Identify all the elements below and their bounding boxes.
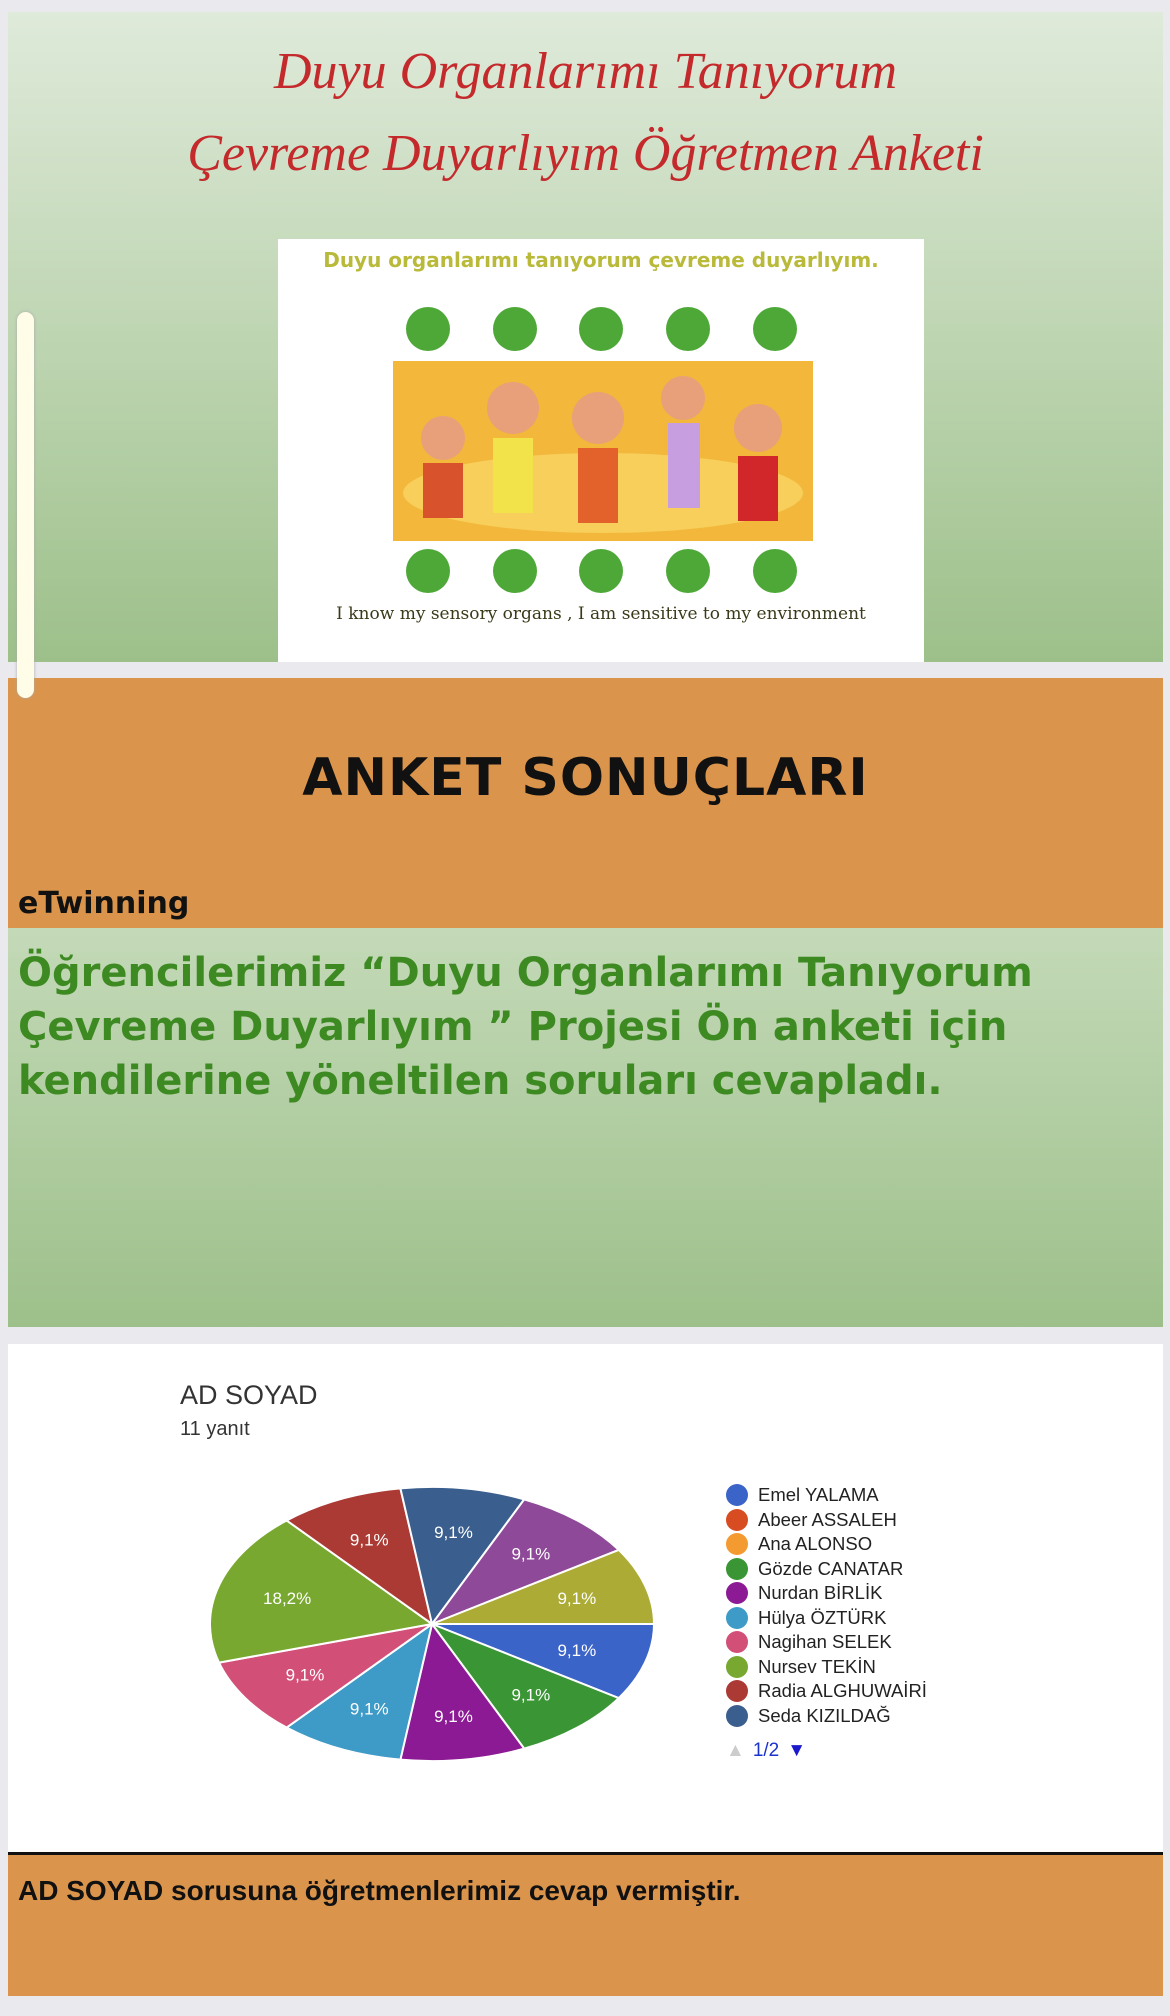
slice-value-label: 9,1% (285, 1665, 325, 1685)
title-slide (8, 12, 1163, 662)
results-header-band (8, 678, 1163, 928)
legend-swatch (726, 1680, 748, 1702)
slice-value-label: 9,1% (349, 1530, 389, 1550)
chart-subtitle: 11 yanıt (180, 1418, 250, 1440)
legend-swatch (726, 1558, 748, 1580)
legend-item (726, 1705, 891, 1727)
legend-label: Gözde CANATAR (758, 1557, 904, 1579)
legend-label: Nagihan SELEK (758, 1631, 892, 1652)
slice-value-label: 18,2% (263, 1588, 312, 1608)
chart-caption: AD SOYAD sorusuna öğretmenlerimiz cevap vermiştir. (18, 1875, 741, 1906)
results-slide (8, 678, 1163, 1327)
legend-item (726, 1631, 892, 1653)
slide-title-line2: Çevreme Duyarlıyım Öğretmen Anketi (187, 125, 984, 182)
scrollbar[interactable] (17, 312, 34, 698)
legend-item (726, 1582, 882, 1604)
legend-swatch (726, 1656, 748, 1678)
legend-swatch (726, 1484, 748, 1506)
legend-swatch (726, 1509, 748, 1531)
legend-label: Radia ALGHUWAİRİ (758, 1680, 927, 1701)
legend-item (726, 1558, 903, 1580)
slice-value-label: 9,1% (511, 1544, 551, 1564)
legend-prev-icon[interactable]: ▲ (726, 1740, 745, 1761)
legend-item (726, 1533, 872, 1555)
legend-swatch (726, 1705, 748, 1727)
etwinning-label: eTwinning (18, 886, 190, 921)
legend-swatch (726, 1631, 748, 1653)
logo-illustration (278, 303, 924, 599)
logo-top-text: Duyu organlarımı tanıyorum çevreme duyarlıyım. (323, 248, 879, 272)
legend-label: Emel YALAMA (758, 1484, 879, 1505)
legend-item (726, 1509, 897, 1531)
legend-label: Nursev TEKİN (758, 1655, 876, 1677)
legend-label: Nurdan BİRLİK (758, 1582, 883, 1603)
legend-swatch (726, 1533, 748, 1555)
slice-value-label: 9,1% (349, 1699, 389, 1719)
legend-next-icon[interactable]: ▼ (787, 1740, 807, 1761)
slice-value-label: 9,1% (511, 1685, 551, 1705)
slice-value-label: 9,1% (434, 1707, 473, 1727)
legend-item (726, 1680, 927, 1702)
legend-item (726, 1484, 879, 1506)
slice-value-label: 9,1% (557, 1641, 597, 1661)
legend-swatch (726, 1582, 748, 1604)
legend-label: Seda KIZILDAĞ (758, 1704, 891, 1726)
legend-swatch (726, 1607, 748, 1629)
legend-page: 1/2 (752, 1740, 780, 1761)
legend-item (726, 1656, 876, 1678)
legend-label: Ana ALONSO (758, 1533, 873, 1554)
slice-value-label: 9,1% (434, 1522, 473, 1542)
slide-title-line1: Duyu Organlarımı Tanıyorum (273, 43, 898, 100)
legend-label: Hülya ÖZTÜRK (758, 1606, 887, 1628)
legend-pager[interactable] (726, 1740, 806, 1762)
caption-band (8, 1852, 1163, 1996)
results-description: Öğrencilerimiz “Duyu Organlarımı Tanıyorum Çevreme Duyarlıyım ” Projesi Ön anketi için kendilerine yöneltilen soruları cevapladı. (18, 950, 1033, 1104)
results-heading: ANKET SONUÇLARI (302, 748, 869, 808)
slice-value-label: 9,1% (557, 1588, 597, 1608)
chart-title: AD SOYAD (180, 1380, 318, 1410)
legend-label: Abeer ASSALEH (758, 1508, 897, 1530)
pie-chart (8, 1344, 1163, 1852)
project-logo (278, 239, 924, 662)
chart-slide (8, 1344, 1163, 1852)
logo-bottom-text: I know my sensory organs , I am sensitive to my environment (336, 604, 866, 624)
legend-item (726, 1607, 887, 1629)
